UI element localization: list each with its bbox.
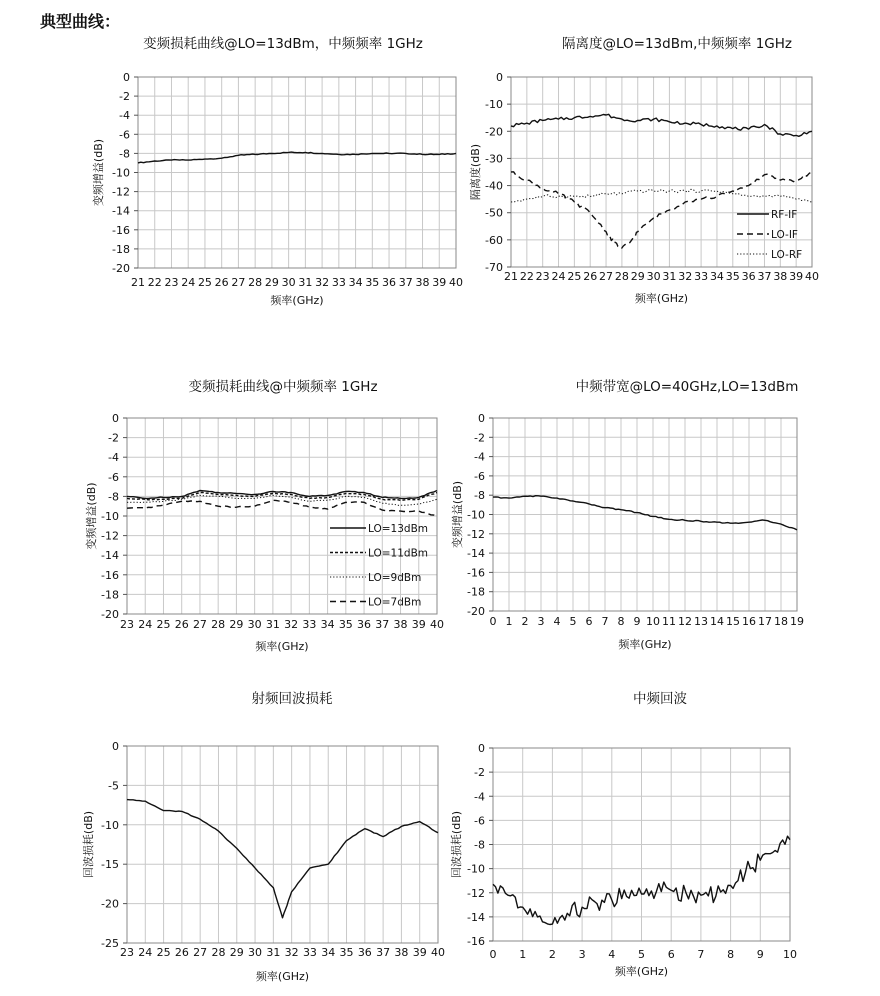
x-tick-label: 29 [264, 276, 279, 289]
y-tick-label: 0 [478, 742, 485, 755]
y-tick-label: -16 [101, 568, 119, 582]
legend-label: RF-IF [771, 209, 798, 221]
x-tick-label: 9 [633, 615, 641, 628]
y-tick-label: -2 [119, 90, 130, 104]
x-tick-label: 40 [430, 618, 444, 631]
x-tick-label: 39 [412, 946, 427, 959]
y-tick-label: -10 [101, 818, 119, 832]
y-axis-label: 变频增益(dB) [451, 480, 464, 549]
y-tick-label: -14 [467, 910, 485, 924]
x-tick-label: 37 [376, 946, 391, 959]
y-tick-label: -4 [119, 109, 130, 123]
y-tick-label: -8 [474, 489, 485, 503]
x-tick-label: 35 [339, 946, 354, 959]
x-tick-label: 38 [415, 276, 430, 289]
x-tick-label: 30 [247, 618, 262, 631]
x-tick-label: 26 [214, 276, 229, 289]
chart-title: 隔离度@LO=13dBm,中频频率 1GHz [561, 36, 792, 52]
x-tick-label: 28 [614, 270, 629, 283]
x-tick-label: 39 [432, 276, 447, 289]
y-tick-label: -50 [485, 206, 503, 220]
x-tick-label: 27 [599, 270, 614, 283]
x-tick-label: 23 [120, 618, 134, 631]
x-tick-label: 29 [229, 946, 244, 959]
x-tick-label: 38 [773, 270, 788, 283]
x-tick-label: 0 [489, 948, 497, 961]
y-tick-label: -10 [112, 166, 130, 180]
x-tick-label: 0 [489, 615, 497, 628]
y-tick-label: -2 [474, 766, 485, 780]
x-tick-label: 31 [266, 946, 281, 959]
x-tick-label: 35 [725, 270, 740, 283]
chart-title: 中频带宽@LO=40GHz,LO=13dBm [575, 379, 799, 395]
x-tick-label: 22 [519, 270, 534, 283]
x-tick-label: 32 [678, 270, 693, 283]
x-tick-label: 32 [284, 618, 299, 631]
x-tick-label: 26 [583, 270, 598, 283]
x-axis-label: 频率(GHz) [634, 292, 689, 305]
x-tick-label: 1 [505, 615, 513, 628]
x-tick-label: 27 [193, 946, 208, 959]
x-tick-label: 23 [164, 276, 179, 289]
chart-title: 中频回波 [633, 691, 687, 707]
y-tick-label: -6 [474, 814, 485, 828]
x-tick-label: 10 [783, 948, 797, 961]
x-tick-label: 32 [315, 276, 330, 289]
y-tick-label: -20 [101, 608, 119, 621]
legend-label: LO=7dBm [368, 596, 422, 609]
chart-title: 射频回波损耗 [251, 691, 333, 707]
x-tick-label: 6 [585, 615, 593, 628]
x-tick-label: 21 [504, 270, 518, 283]
x-tick-label: 31 [298, 276, 313, 289]
x-tick-label: 38 [394, 946, 409, 959]
x-tick-label: 25 [567, 270, 582, 283]
x-tick-label: 33 [302, 618, 317, 631]
y-tick-label: -60 [485, 233, 503, 247]
x-tick-label: 3 [537, 615, 545, 628]
y-tick-label: -70 [485, 261, 503, 274]
x-tick-label: 39 [411, 618, 426, 631]
y-tick-label: -18 [467, 585, 485, 599]
x-tick-label: 29 [630, 270, 645, 283]
y-tick-label: -10 [485, 98, 503, 112]
x-tick-label: 32 [284, 946, 299, 959]
x-tick-label: 7 [697, 948, 705, 961]
y-tick-label: -5 [108, 779, 119, 793]
chart-title: 变频损耗曲线@LO=13dBm，中频频率 1GHz [143, 36, 423, 52]
x-tick-label: 25 [197, 276, 212, 289]
y-tick-label: -6 [474, 469, 485, 483]
y-tick-label: -10 [467, 508, 485, 522]
x-tick-label: 33 [302, 946, 317, 959]
x-tick-label: 7 [601, 615, 609, 628]
x-tick-label: 2 [548, 948, 556, 961]
y-tick-label: -15 [101, 858, 119, 872]
y-tick-label: -12 [112, 185, 130, 199]
legend-label: LO-IF [771, 229, 798, 241]
x-tick-label: 37 [757, 270, 772, 283]
y-tick-label: -20 [467, 605, 485, 618]
x-tick-label: 36 [382, 276, 397, 289]
x-tick-label: 11 [662, 615, 676, 628]
y-tick-label: -20 [112, 262, 130, 275]
y-tick-label: -18 [101, 588, 119, 602]
x-tick-label: 40 [805, 270, 819, 283]
x-axis-label: 频率(GHz) [255, 640, 309, 653]
y-tick-label: -14 [112, 204, 130, 218]
x-tick-label: 34 [709, 270, 724, 283]
x-tick-label: 28 [248, 276, 263, 289]
x-tick-label: 36 [357, 618, 372, 631]
x-tick-label: 8 [727, 948, 735, 961]
y-tick-label: -4 [474, 450, 485, 464]
x-tick-label: 24 [181, 276, 196, 289]
x-tick-label: 35 [365, 276, 380, 289]
x-tick-label: 36 [741, 270, 756, 283]
x-tick-label: 24 [138, 946, 153, 959]
x-tick-label: 3 [578, 948, 586, 961]
page-heading: 典型曲线： [40, 12, 121, 31]
x-tick-label: 34 [348, 276, 363, 289]
x-tick-label: 34 [320, 618, 335, 631]
x-tick-label: 2 [521, 615, 529, 628]
x-tick-label: 17 [758, 615, 772, 628]
x-tick-label: 22 [147, 276, 162, 289]
x-tick-label: 12 [678, 615, 692, 628]
x-tick-label: 26 [174, 946, 189, 959]
y-tick-label: -30 [485, 152, 503, 166]
x-tick-label: 21 [131, 276, 145, 289]
x-tick-label: 30 [281, 276, 296, 289]
x-tick-label: 28 [211, 618, 226, 631]
y-tick-label: -8 [108, 490, 119, 504]
y-tick-label: 0 [478, 412, 485, 425]
x-tick-label: 27 [192, 618, 207, 631]
x-tick-label: 23 [120, 946, 134, 959]
y-tick-label: -4 [474, 790, 485, 804]
x-tick-label: 1 [519, 948, 527, 961]
y-tick-label: -10 [467, 862, 485, 876]
y-tick-label: -2 [474, 431, 485, 445]
x-tick-label: 9 [756, 948, 764, 961]
y-tick-label: -20 [485, 125, 503, 139]
x-tick-label: 30 [646, 270, 661, 283]
x-tick-label: 38 [393, 618, 408, 631]
y-tick-label: -14 [101, 549, 119, 563]
x-tick-label: 37 [398, 276, 413, 289]
x-tick-label: 40 [431, 946, 445, 959]
y-tick-label: -18 [112, 242, 130, 256]
x-tick-label: 10 [646, 615, 660, 628]
x-tick-label: 6 [667, 948, 675, 961]
y-tick-label: 0 [112, 412, 119, 425]
x-axis-label: 频率(GHz) [614, 965, 669, 978]
y-tick-label: -6 [108, 470, 119, 484]
x-tick-label: 18 [774, 615, 788, 628]
x-tick-label: 36 [357, 946, 372, 959]
y-tick-label: -10 [101, 510, 119, 523]
x-tick-label: 5 [569, 615, 577, 628]
y-tick-label: -16 [112, 223, 130, 237]
legend-label: LO-RF [771, 249, 803, 261]
x-tick-label: 34 [321, 946, 336, 959]
y-tick-label: -6 [119, 128, 130, 142]
x-tick-label: 29 [229, 618, 244, 631]
y-tick-label: -20 [101, 897, 119, 911]
y-axis-label: 隔离度(dB) [469, 143, 482, 201]
x-axis-label: 频率(GHz) [270, 294, 324, 307]
y-tick-label: -8 [474, 838, 485, 852]
x-tick-label: 5 [638, 948, 645, 961]
x-tick-label: 35 [338, 618, 353, 631]
x-tick-label: 4 [608, 948, 616, 961]
y-tick-label: -16 [467, 935, 485, 948]
y-axis-label: 回波损耗(dB) [450, 810, 463, 879]
x-axis-label: 频率(GHz) [255, 970, 310, 983]
y-tick-label: -12 [467, 886, 485, 900]
y-axis-label: 回波损耗(dB) [82, 810, 95, 879]
x-tick-label: 26 [174, 618, 189, 631]
x-tick-label: 28 [211, 946, 226, 959]
legend-label: LO=9dBm [368, 572, 422, 584]
y-tick-label: -8 [119, 147, 130, 161]
x-tick-label: 39 [789, 270, 804, 283]
y-tick-label: -25 [101, 937, 119, 950]
x-tick-label: 24 [138, 618, 153, 631]
y-axis-label: 变频增益(dB) [85, 482, 98, 550]
y-tick-label: 0 [112, 740, 119, 753]
y-tick-label: -40 [485, 179, 503, 193]
x-tick-label: 24 [551, 270, 566, 283]
x-tick-label: 19 [790, 615, 804, 628]
y-tick-label: -14 [467, 547, 485, 561]
x-tick-label: 27 [231, 276, 246, 289]
x-tick-label: 30 [248, 946, 263, 959]
chart-title: 变频损耗曲线@中频频率 1GHz [188, 379, 378, 395]
legend-label: LO=11dBm [368, 547, 428, 560]
y-tick-label: 0 [496, 71, 503, 84]
y-tick-label: -12 [101, 529, 119, 543]
x-tick-label: 33 [694, 270, 709, 283]
x-axis-label: 频率(GHz) [618, 638, 672, 651]
x-tick-label: 15 [726, 615, 740, 628]
x-tick-label: 40 [449, 276, 463, 289]
legend-label: LO=13dBm [368, 523, 428, 535]
y-tick-label: -2 [108, 431, 119, 445]
x-tick-label: 23 [535, 270, 550, 283]
y-tick-label: -16 [467, 566, 485, 580]
x-tick-label: 8 [617, 615, 625, 628]
x-tick-label: 33 [331, 276, 346, 289]
x-tick-label: 25 [156, 618, 171, 631]
x-tick-label: 14 [710, 615, 724, 628]
x-tick-label: 37 [375, 618, 390, 631]
x-tick-label: 13 [694, 615, 708, 628]
y-axis-label: 变频增益(dB) [92, 138, 105, 207]
x-tick-label: 4 [553, 615, 561, 628]
x-tick-label: 25 [156, 946, 171, 959]
y-tick-label: -12 [467, 527, 485, 541]
x-tick-label: 31 [662, 270, 677, 283]
x-tick-label: 31 [265, 618, 280, 631]
x-tick-label: 16 [742, 615, 756, 628]
y-tick-label: -4 [108, 451, 119, 465]
y-tick-label: 0 [123, 71, 130, 84]
